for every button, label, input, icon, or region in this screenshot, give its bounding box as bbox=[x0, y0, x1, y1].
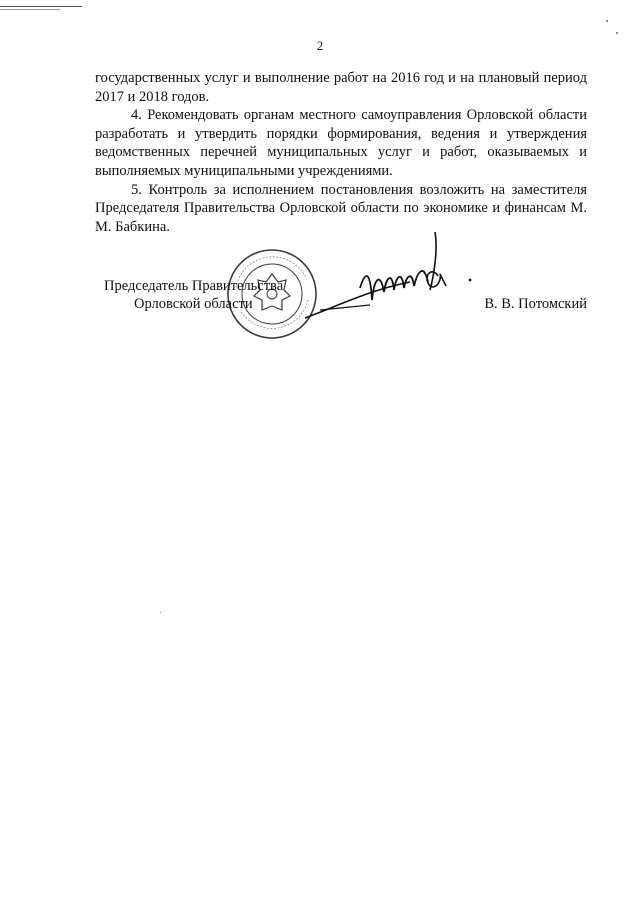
signatory-title-line2: Орловской области bbox=[134, 296, 253, 312]
scan-edge-line bbox=[0, 6, 82, 7]
handwritten-signature-icon bbox=[300, 230, 480, 325]
scan-speck bbox=[616, 32, 618, 34]
page-number: 2 bbox=[316, 38, 324, 53]
signature-block bbox=[0, 230, 640, 350]
scan-edge-line-2 bbox=[0, 9, 60, 10]
document-body bbox=[95, 69, 587, 236]
paragraph-item-4: 4. Рекомендовать органам местного самоуправления Орловской области разработать и утвердить порядки формирования, ведения и утверждения ведомственных перечней муниципальных услуг и работ, оказываемых и выполняемых муниципальными учреждениями. bbox=[95, 107, 587, 179]
scan-speck bbox=[160, 612, 161, 613]
paragraph-item-5: 5. Контроль за исполнением постановления возложить на заместителя Председателя Правительства Орловской области по экономике и финансам М. М. Бабкина. bbox=[95, 181, 587, 235]
paragraph-continuation: государственных услуг и выполнение работ на 2016 год и на плановый период 2017 и 2018 годов. bbox=[95, 70, 587, 105]
signatory-name: В. В. Потомский bbox=[484, 296, 587, 312]
scan-speck bbox=[606, 20, 608, 22]
signatory-title-line1: Председатель Правительства bbox=[104, 278, 284, 294]
